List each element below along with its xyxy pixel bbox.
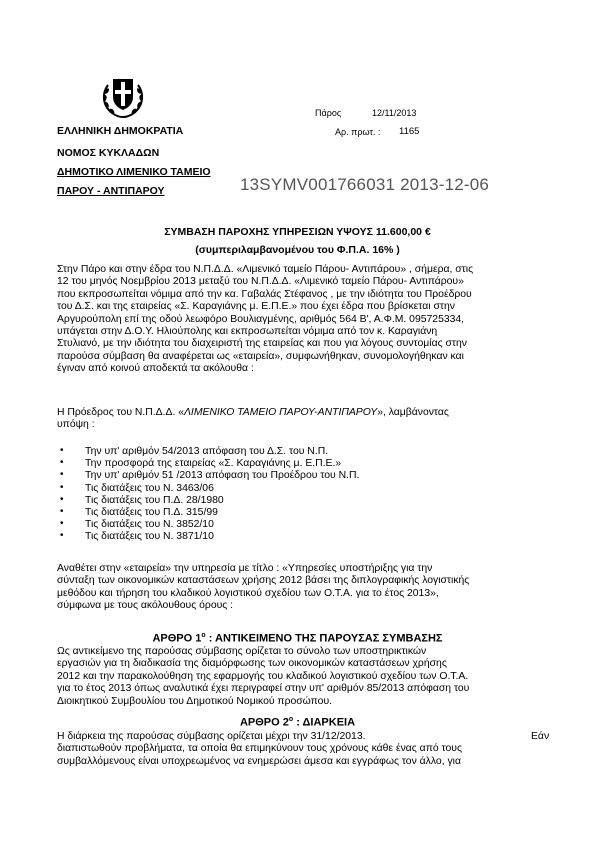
text-line: Στην Πάρο και στην έδρα του Ν.Π.Δ.Δ. «Λιμενικό ταμείο Πάρου- Αντιπάρου» , σήμερα, στις bbox=[57, 264, 474, 275]
bullet-icon: • bbox=[60, 445, 64, 456]
bullet-icon: • bbox=[60, 481, 64, 493]
article-2-body bbox=[57, 731, 557, 768]
text-line: 2012 και την παρακολούθηση της εφαρμογής του κλαδικού λογιστικού σχεδίου των Ο.Τ.Α. bbox=[57, 670, 469, 682]
bullet-icon: • bbox=[60, 457, 64, 469]
text-line: Αργυρούπολη επί της οδού λεωφόρο Βουλιαγμένης, αριθμός 564 Β', Α.Φ.Μ. 095725334, bbox=[57, 313, 465, 325]
assignment-paragraph bbox=[57, 563, 557, 613]
president-statement bbox=[57, 407, 557, 432]
contract-title: ΣΥΜΒΑΣΗ ΠΑΡΟΧΗΣ ΥΠΗΡΕΣΙΩΝ ΥΨΟΥΣ 11.600,00 € bbox=[164, 226, 431, 238]
coat-of-arms-icon bbox=[98, 73, 148, 119]
text-line: σύμφωνα με τους ακόλουθους όρους : bbox=[57, 600, 234, 612]
text-line: μεθόδου και τήρηση του κλαδικού λογιστικού σχεδίου των Ο.Τ.Α. για το έτος 2013», bbox=[57, 587, 439, 599]
president-suffix: », λαμβάνοντας bbox=[377, 407, 449, 418]
text-line: εργασιών για τη διαδικασία της διαμόρφωσης των οικονομικών καταστάσεων χρήσης bbox=[57, 658, 447, 670]
contract-subtitle: (συμπεριλαμβανομένου του Φ.Π.Α. 16% ) bbox=[195, 244, 400, 256]
text-line: συμβαλλόμενους είναι υποχρεωμένος να ενημερώσει άμεσα και εγγράφως τον άλλο, για bbox=[57, 755, 461, 767]
president-org-name: ΛΙΜΕΝΙΚΟ ΤΑΜΕΙΟ ΠΑΡΟΥ-ΑΝΤΙΠΑΡΟΥ bbox=[184, 407, 378, 418]
text-line: Στυλιανό, με την ιδιότητα του διαχειριστή της εταιρείας και που για λόγους συντομίας στην bbox=[57, 338, 467, 350]
bullet-icon: • bbox=[60, 469, 64, 481]
text-line: Διοικητικού Συμβουλίου του Δημοτικού Νομικού προσώπου. bbox=[57, 695, 333, 707]
bullet-icon: • bbox=[60, 530, 64, 542]
text-line: Ως αντικείμενο της παρούσας σύμβασης ορίζεται το σύνολο των υποστηρικτικών bbox=[57, 646, 427, 657]
document-page: Πάρος 12/11/2013 Αρ. πρωτ. : 1165 ΕΛΛΗΝΙΚΗ ΔΗΜΟΚΡΑΤΙΑ ΝΟΜΟΣ ΚΥΚΛΑΔΩΝ ΔΗΜΟΤΙΚΟ ΛΙΜΕΝΙΚΟ ΤΑΜΕΙΟ ΠΑΡΟΥ - ΑΝΤΙΠΑΡΟΥ 13SYMV001766031 2013-12-06 ΣΥΜΒΑΣΗ ΠΑΡΟΧΗΣ ΥΠΗΡΕΣΙΩΝ ΥΨΟΥΣ 11.600,00 € (συμπεριλαμβανομένου του Φ.Π.Α. 16% ) Στην Πάρο και στην έδρα του Ν.Π.Δ.Δ. «Λιμενικό ταμείο Πάρου- Αντιπάρου» , σήμερα, στις 12 του μηνός Νοεμβρίου 2013 μεταξύ του Ν.Π.Δ.Δ. «Λιμενικό ταμείο Πάρου- Αντιπάρου» που εκπροσωπείται νόμιμα από την κα. Γαβαλάς Στέφανος , με την ιδιότητα του Προέδρου του Δ.Σ. και της εταιρείας «Σ. Καραγιάνης μ. Ε.Π.Ε.» που έχει έδρα που βρίσκεται στην Αργυρούπολη επί της οδού λεωφόρο Βουλιαγμένης, αριθμός 564 Β', Α.Φ.Μ. 095725334, υπάγεται στην Δ.Ο.Υ. Ηλιούπολης και εκπροσωπείται νόμιμα από τον κ. Καραγιάνη Στυλιανό, με την ιδιότητα του διαχειριστή της εταιρείας και που για λόγους συντομίας στην παρούσα σύμβαση θα αναφέρεται ως «εταιρεία», συμφωνήθηκαν, συνομολογήθηκαν και έγιναν από κοινού αποδεκτά τα ακόλουθα : Η Πρόεδρος του Ν.Π.Δ.Δ. «ΛΙΜΕΝΙΚΟ ΤΑΜΕΙΟ ΠΑΡΟΥ-ΑΝΤΙΠΑΡΟΥ», λαμβάνοντας υπόψη : • Την υπ' αριθμόν 54/2013 απόφαση του Δ.Σ. του Ν.Π. • Την προσφορά της εταιρείας «Σ. Καραγιάνης μ. Ε.Π.Ε.» • Την υπ' αριθμόν 51 /2013 απόφαση του Προέδρου του Ν.Π. • Τις διατάξεις του Ν. 3463/06 • Τις διατάξεις του Π.Δ. 28/1980 • Τις διατάξεις του Π.Δ. 315/99 • Τις διατάξεις του Ν. 3852/10 • Τις διατάξεις του Ν. 3871/10 Αναθέτει στην «εταιρεία» την υπηρεσία με τίτλο : «Υπηρεσίες υποστήριξης για την σύνταξη των οικονομικών καταστάσεων χρήσης 2012 βάσει της διπλογραφικής λογιστικής μεθόδου και τήρηση του κλαδικού λογιστικού σχεδίου των Ο.Τ.Α. για το έτος 2013», σύμφωνα με τους ακόλουθους όρους : ΑΡΘΡΟ $1^o$ : ΑΝΤΙΚΕΙΜΕΝΟ ΤΗΣ ΠΑΡΟΥΣΑΣ ΣΥΜΒΑΣΗΣ Ως αντικείμενο της παρούσας σύμβασης ορίζεται το σύνολο των υποστηρικτικών εργασιών για τη διαδικασία της διαμόρφωσης των οικονομικών καταστάσεων χρήσης 2012 και την παρακολούθηση της εφαρμογής του κλαδικού λογιστικού σχεδίου των Ο.Τ.Α. για το έτος 2013 όπως αναλυτικά έχει περιγραφεί στην υπ' αριθμόν 85/2013 απόφαση του Διοικητικού Συμβουλίου του Δημοτικού Νομικού προσώπου. ΑΡΘΡΟ $2^o$ : ΔΙΑΡΚΕΙΑ Η διάρκεια της παρούσας σύμβασης ορίζεται μέχρι την 31/12/2013. Εάν διαπιστωθούν προβλήματα, τα οποία θα επιμηκύνουν τους χρόνους κάθε ένας από τους συμβαλλόμενους είναι υποχρεωμένος να ενημερώσει άμεσα και εγγράφως τον άλλο, για bbox=[0, 0, 595, 842]
protocol-label: Αρ. πρωτ. : bbox=[335, 127, 381, 137]
article-1-heading: ΑΡΘΡΟ $1^o$ : ΑΝΤΙΚΕΙΜΕΝΟ ΤΗΣ ΠΑΡΟΥΣΑΣ ΣΥΜΒΑΣΗΣ bbox=[152, 632, 443, 645]
org-line-1: ΕΛΛΗΝΙΚΗ ΔΗΜΟΚΡΑΤΙΑ bbox=[57, 125, 184, 137]
text-line: υπάγεται στην Δ.Ο.Υ. Ηλιούπολης και εκπροσωπείται νόμιμα από τον κ. Καραγιάνη bbox=[57, 326, 438, 338]
text-line: Αναθέτει στην «εταιρεία» την υπηρεσία με τίτλο : «Υπηρεσίες υποστήριξης για την bbox=[57, 563, 433, 574]
text-line: που εκπροσωπείται νόμιμα από την κα. Γαβαλάς Στέφανος , με την ιδιότητα του Προέδρου bbox=[57, 288, 472, 300]
bullet-icon: • bbox=[60, 518, 64, 530]
place: Πάρος bbox=[315, 108, 342, 118]
text-line: έγιναν από κοινού αποδεκτά τα ακόλουθα : bbox=[57, 363, 254, 375]
text-line: διαπιστωθούν προβλήματα, τα οποία θα επιμηκύνουν τους χρόνους κάθε ένας από τους bbox=[57, 743, 462, 755]
text-line: 12 του μηνός Νοεμβρίου 2013 μεταξύ του Ν.Π.Δ.Δ. «Λιμενικό ταμείο Πάρου- Αντιπάρου» bbox=[57, 276, 464, 288]
text-line: παρούσα σύμβαση θα αναφέρεται ως «εταιρεία», συμφωνήθηκαν, συνομολογήθηκαν και bbox=[57, 350, 464, 362]
ada-number: 13SYMV001766031 2013-12-06 bbox=[240, 175, 490, 194]
president-line-2: υπόψη : bbox=[57, 419, 95, 431]
org-line-4: ΠΑΡΟΥ - ΑΝΤΙΠΑΡΟΥ bbox=[57, 185, 165, 197]
article-1-body bbox=[57, 646, 557, 708]
org-line-2: ΝΟΜΟΣ ΚΥΚΛΑΔΩΝ bbox=[57, 147, 160, 159]
bullet-icon: • bbox=[60, 493, 64, 505]
president-prefix: Η Πρόεδρος του Ν.Π.Δ.Δ. « bbox=[57, 407, 184, 418]
text-line: σύνταξη των οικονομικών καταστάσεων χρήσης 2012 βάσει της διπλογραφικής λογιστικής bbox=[57, 575, 470, 587]
text-line: του Δ.Σ. και της εταιρείας «Σ. Καραγιάνης μ. Ε.Π.Ε.» που έχει έδρα που βρίσκεται στην bbox=[57, 301, 455, 313]
protocol-number: 1165 bbox=[399, 126, 420, 137]
org-line-3: ΔΗΜΟΤΙΚΟ ΛΙΜΕΝΙΚΟ ΤΑΜΕΙΟ bbox=[57, 166, 211, 178]
article-2-heading: ΑΡΘΡΟ $2^o$ : ΔΙΑΡΚΕΙΑ bbox=[239, 716, 356, 729]
document-date: 12/11/2013 bbox=[372, 108, 417, 118]
text-line-end: Εάν bbox=[531, 731, 550, 742]
bullet-icon: • bbox=[60, 505, 64, 517]
intro-paragraph bbox=[57, 264, 557, 376]
text-line: Η διάρκεια της παρούσας σύμβασης ορίζεται μέχρι την 31/12/2013. bbox=[57, 731, 366, 742]
text-line: για το έτος 2013 όπως αναλυτικά έχει περιγραφεί στην υπ' αριθμόν 85/2013 απόφαση του bbox=[57, 683, 470, 695]
